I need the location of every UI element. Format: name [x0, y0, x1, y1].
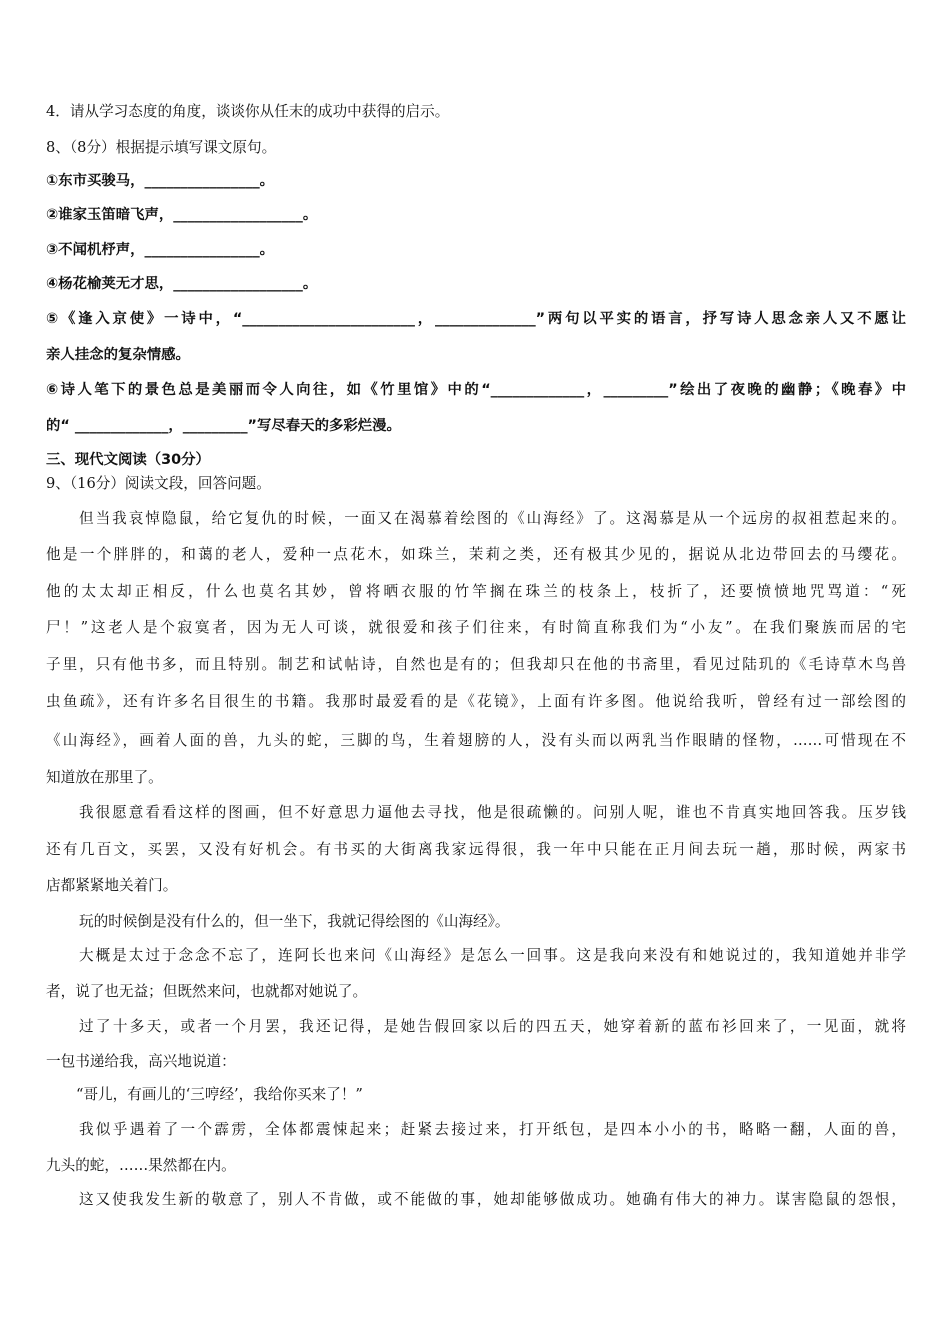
passage-line: 玩的时候倒是没有什么的，但一坐下，我就记得绘图的《山海经》。 [79, 913, 510, 930]
passage-line: 他是一个胖胖的，和蔼的老人，爱种一点花木，如珠兰，茉莉之类，还有极其少见的，据说从北边带回去的马缨花。 [46, 546, 906, 563]
passage-line: 这又使我发生新的敬意了，别人不肯做，或不能做的事，她却能够做成功。她确有伟大的神力。谋害隐鼠的怨恨， [79, 1191, 906, 1208]
question-8-item-2: ②谁家玉笛暗飞声，__________________。 [46, 207, 318, 223]
section-3-heading: 三、现代文阅读（30分） [46, 452, 210, 468]
passage-line: 者，说了也无益；但既然来问，也就都对她说了。 [46, 983, 368, 1000]
question-4: 4．请从学习态度的角度，谈谈你从任末的成功中获得的启示。 [46, 103, 450, 120]
passage-line: 一包书递给我，高兴地说道： [46, 1053, 236, 1070]
passage-line: 尸！”这老人是个寂寞者，因为无人可谈，就很爱和孩子们往来，有时简直称我们为“小友”。在我们聚族而居的宅 [46, 619, 906, 636]
passage-line: 知道放在那里了。 [46, 769, 163, 786]
question-9-title: 9、（16分）阅读文段，回答问题。 [46, 475, 271, 492]
question-8-item-1: ①东市买骏马，________________。 [46, 173, 275, 189]
passage-line: 店都紧紧地关着门。 [46, 877, 178, 894]
passage-line: 虫鱼疏》，还有许多名目很生的书籍。我那时最爱看的是《花镜》，上面有许多图。他说给我听，曾经有过一部绘图的 [46, 693, 906, 710]
question-8-item-5-cont: 亲人挂念的复杂情感。 [46, 347, 190, 363]
passage-line: 还有几百文，买罢，又没有好机会。有书买的大街离我家远得很，我一年中只能在正月间去玩一趟，那时候，两家书 [46, 841, 906, 858]
question-8-item-5: ⑤《逢入京使》一诗中，“________________________，______________”两句以平实的语言，抒写诗人思念亲人又不愿让 [46, 311, 906, 327]
passage-line: 《山海经》，画着人面的兽，九头的蛇，三脚的鸟，生着翅膀的人，没有头而以两乳当作眼睛的怪物，……可惜现在不 [46, 732, 906, 749]
passage-line: 他的太太却正相反，什么也莫名其妙，曾将晒衣服的竹竿搁在珠兰的枝条上，枝折了，还要愤愤地咒骂道：“死 [46, 583, 906, 600]
question-8-item-6-cont: 的“ _____________，_________”写尽春天的多彩烂漫。 [46, 418, 401, 434]
passage-line: “哥儿，有画儿的‘三哼经’，我给你买来了！” [76, 1086, 363, 1103]
passage-line: 子里，只有他书多，而且特别。制艺和试帖诗，自然也是有的；但我却只在他的书斋里，看见过陆玑的《毛诗草木鸟兽 [46, 656, 906, 673]
question-8-title: 8、（8分）根据提示填写课文原句。 [46, 139, 277, 156]
passage-line: 我似乎遇着了一个霹雳，全体都震悚起来；赶紧去接过来，打开纸包，是四本小小的书，略略一翻，人面的兽， [79, 1121, 906, 1138]
question-8-item-6: ⑥诗人笔下的景色总是美丽而令人向往，如《竹里馆》中的“_____________，_________”绘出了夜晚的幽静；《晚春》中 [46, 382, 906, 398]
question-8-item-4: ④杨花榆荚无才思，__________________。 [46, 276, 318, 292]
passage-line: 九头的蛇，……果然都在内。 [46, 1157, 236, 1174]
question-8-item-3: ③不闻机杼声，________________。 [46, 242, 275, 258]
passage-line: 我很愿意看看这样的图画，但不好意思力逼他去寻找，他是很疏懒的。问别人呢，谁也不肯真实地回答我。压岁钱 [79, 804, 906, 821]
passage-line: 过了十多天，或者一个月罢，我还记得，是她告假回家以后的四五天，她穿着新的蓝布衫回来了，一见面，就将 [79, 1018, 906, 1035]
passage-line: 大概是太过于念念不忘了，连阿长也来问《山海经》是怎么一回事。这是我向来没有和她说过的，我知道她并非学 [79, 947, 906, 964]
passage-line: 但当我哀悼隐鼠，给它复仇的时候，一面又在渴慕着绘图的《山海经》了。这渴慕是从一个远房的叔祖惹起来的。 [79, 510, 906, 527]
